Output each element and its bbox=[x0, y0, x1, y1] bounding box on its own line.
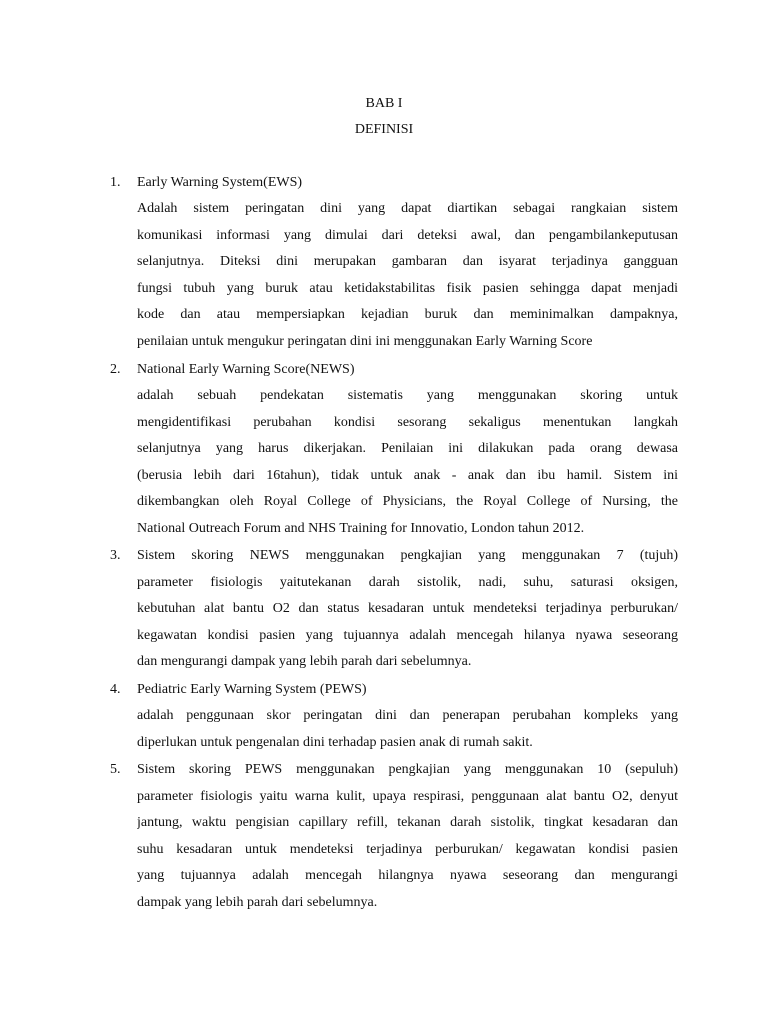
paragraph-line: adalah sebuah pendekatan sistematis yang menggunakan skoring untuk bbox=[137, 388, 678, 403]
paragraph-line: dampak yang lebih parah dari sebelumnya. bbox=[137, 894, 378, 910]
paragraph-line: Adalah sistem peringatan dini yang dapat diartikan sebagai rangkaian sistem bbox=[137, 201, 678, 216]
paragraph-line: selanjutnya yang harus dikerjakan. Penilaian ini dilakukan pada orang dewasa bbox=[137, 441, 678, 456]
paragraph-line: National Outreach Forum and NHS Training for Innovatio, London tahun 2012. bbox=[137, 520, 585, 536]
list-item-title: Early Warning System(EWS) bbox=[137, 175, 303, 190]
list-item-paragraph bbox=[137, 703, 678, 756]
paragraph-line: parameter fisiologis yaitutekanan darah sistolik, nadi, suhu, saturasi oksigen, bbox=[137, 574, 678, 590]
list-item-title: National Early Warning Score(NEWS) bbox=[137, 362, 355, 377]
paragraph-line: komunikasi informasi yang dimulai dari deteksi awal, dan pengambilankeputusan bbox=[137, 227, 678, 243]
paragraph-line: kebutuhan alat bantu O2 dan status kesadaran untuk mendeteksi terjadinya perburukan/ bbox=[137, 601, 678, 616]
paragraph-line: mengidentifikasi perubahan kondisi sesorang sekaligus menentukan langkah bbox=[137, 414, 678, 430]
list-item-number: 5. bbox=[110, 762, 121, 777]
paragraph-line: diperlukan untuk pengenalan dini terhadap pasien anak di rumah sakit. bbox=[137, 734, 533, 750]
paragraph-line: adalah penggunaan skor peringatan dini dan penerapan perubahan kompleks yang bbox=[137, 708, 678, 723]
paragraph-line: Sistem skoring PEWS menggunakan pengkajian yang menggunakan 10 (sepuluh) bbox=[137, 762, 678, 777]
list-item-number: 1. bbox=[110, 175, 121, 190]
list-item-number: 3. bbox=[110, 548, 121, 563]
paragraph-line: kode dan atau mempersiapkan kejadian buruk dan meminimalkan dampaknya, bbox=[137, 307, 678, 322]
paragraph-line: fungsi tubuh yang buruk atau ketidakstabilitas fisik pasien sehingga dapat menjadi bbox=[137, 280, 678, 296]
list-item-paragraph bbox=[137, 757, 678, 916]
list-item-paragraph bbox=[137, 196, 678, 355]
list-item-number: 2. bbox=[110, 362, 121, 377]
paragraph-line: dan mengurangi dampak yang lebih parah dari sebelumnya. bbox=[137, 654, 472, 669]
page-title: DEFINISI bbox=[354, 122, 414, 137]
list-item-number: 4. bbox=[110, 682, 121, 697]
paragraph-line: jantung, waktu pengisian capillary refill, tekanan darah sistolik, tingkat kesadaran dan bbox=[137, 815, 678, 830]
paragraph-line: selanjutnya. Diteksi dini merupakan gambaran dan isyarat terjadinya gangguan bbox=[137, 254, 678, 269]
paragraph-line: yang tujuannya adalah mencegah hilangnya nyawa seseorang dan mengurangi bbox=[137, 868, 678, 883]
paragraph-line: dikembangkan oleh Royal College of Physicians, the Royal College of Nursing, the bbox=[137, 494, 678, 509]
chapter-label: BAB I bbox=[365, 96, 403, 111]
paragraph-line: parameter fisiologis yaitu warna kulit, upaya respirasi, penggunaan alat bantu O2, denyut bbox=[137, 788, 678, 804]
paragraph-line: (berusia lebih dari 16tahun), tidak untuk anak - anak dan ibu hamil. Sistem ini bbox=[137, 467, 678, 483]
list-item-title: Pediatric Early Warning System (PEWS) bbox=[137, 682, 367, 697]
list-item-paragraph bbox=[137, 383, 678, 542]
paragraph-line: penilaian untuk mengukur peringatan dini ini menggunakan Early Warning Score bbox=[137, 333, 593, 349]
list-item-paragraph bbox=[137, 543, 678, 676]
paragraph-line: Sistem skoring NEWS menggunakan pengkajian yang menggunakan 7 (tujuh) bbox=[137, 548, 678, 563]
paragraph-line: suhu kesadaran untuk mendeteksi terjadinya perburukan/ kegawatan kondisi pasien bbox=[137, 841, 678, 857]
paragraph-line: kegawatan kondisi pasien yang tujuannya adalah mencegah hilanya nyawa seseorang bbox=[137, 627, 678, 643]
